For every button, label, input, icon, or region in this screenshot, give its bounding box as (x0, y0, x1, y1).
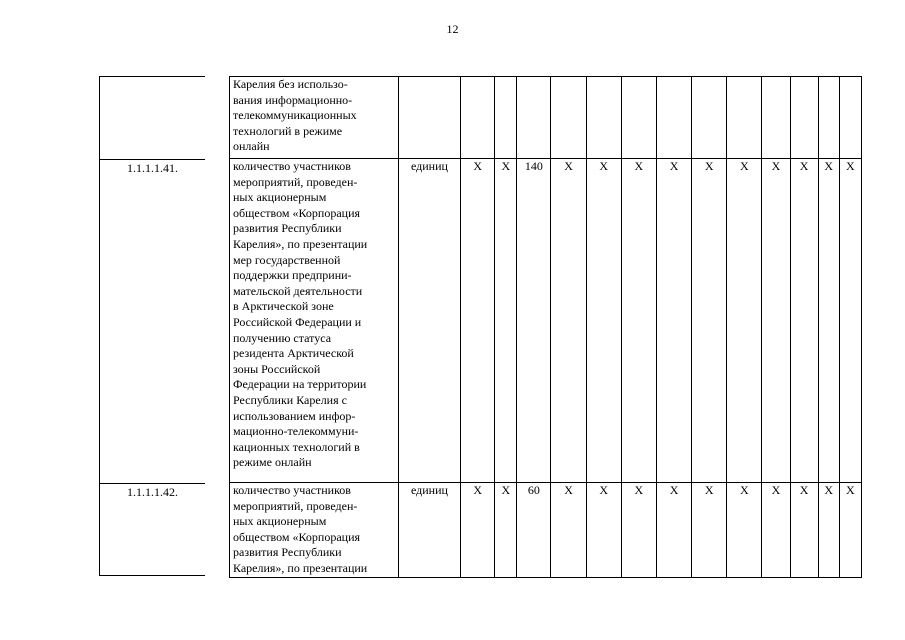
description-line: обществом «Корпорация (233, 529, 361, 544)
description-line: мационно-телекоммуни- (233, 424, 359, 439)
indicator-description-cell (230, 159, 399, 483)
description-line: телекоммуникационных (233, 108, 357, 123)
value-cell (586, 77, 621, 159)
description-line: ных акционерным (233, 190, 327, 205)
row-code-cell: 1.1.1.1.42. (100, 483, 205, 577)
table-row (230, 159, 862, 483)
value-cell (517, 77, 551, 159)
description-line: Карелия», по презентации (233, 560, 368, 575)
value-cell: Х (790, 159, 818, 483)
description-line: развития Республики (233, 545, 342, 560)
indicator-description-cell (230, 483, 399, 578)
page-number: 12 (446, 22, 459, 36)
description-line: онлайн (233, 139, 270, 154)
value-cell (551, 77, 586, 159)
description-line: поддержки предприни- (233, 268, 352, 283)
value-cell (839, 77, 861, 159)
value-cell: Х (839, 483, 861, 578)
description-line: мероприятий, проведен- (233, 174, 358, 189)
unit-cell (398, 77, 460, 159)
description-line: обществом «Корпорация (233, 205, 361, 220)
unit-cell: единиц (398, 159, 460, 483)
description-line: Карелия без использо- (233, 77, 348, 91)
description-line: получению статуса (233, 330, 332, 345)
description-line: зоны Российской (233, 361, 321, 376)
value-cell: Х (762, 159, 790, 483)
value-cell: Х (839, 159, 861, 483)
value-cell (727, 77, 762, 159)
table-body (230, 77, 862, 578)
value-cell: Х (621, 483, 656, 578)
value-cell: Х (727, 483, 762, 578)
value-cell: Х (656, 483, 691, 578)
value-cell (621, 77, 656, 159)
value-cell (495, 77, 517, 159)
value-cell (790, 77, 818, 159)
description-line: технологий в режиме (233, 123, 343, 138)
row-code-cell (100, 77, 205, 159)
value-cell: Х (495, 159, 517, 483)
table-row (230, 77, 862, 159)
value-cell: Х (621, 159, 656, 483)
description-line: кационных технологий в (233, 439, 360, 454)
value-cell: Х (586, 483, 621, 578)
value-cell (762, 77, 790, 159)
value-cell: 60 (517, 483, 551, 578)
description-line: резидента Арктической (233, 346, 354, 361)
description-line: Российской Федерации и (233, 314, 362, 329)
indicator-table (229, 76, 862, 578)
value-cell: Х (656, 159, 691, 483)
description-line: мательской деятельности (233, 283, 363, 298)
value-cell: Х (551, 483, 586, 578)
value-cell: 140 (517, 159, 551, 483)
row-code-cell: 1.1.1.1.41. (100, 159, 205, 483)
description-line: режиме онлайн (233, 455, 312, 470)
indicator-description-cell (230, 77, 399, 159)
description-line: ных акционерным (233, 514, 327, 529)
code-column (99, 76, 205, 576)
value-cell: Х (495, 483, 517, 578)
value-cell: Х (692, 483, 727, 578)
description-line: Федерации на территории (233, 377, 367, 392)
description-line: в Арктической зоне (233, 299, 334, 314)
value-cell: Х (551, 159, 586, 483)
description-line: количество участников (233, 483, 351, 497)
value-cell (656, 77, 691, 159)
description-line: развития Республики (233, 221, 342, 236)
value-cell: Х (818, 483, 839, 578)
description-line: Карелия», по презентации (233, 236, 368, 251)
value-cell (461, 77, 495, 159)
value-cell (818, 77, 839, 159)
value-cell (692, 77, 727, 159)
value-cell: Х (692, 159, 727, 483)
value-cell: Х (727, 159, 762, 483)
description-line: мероприятий, проведен- (233, 498, 358, 513)
description-line: мер государственной (233, 252, 341, 267)
value-cell: Х (790, 483, 818, 578)
unit-cell: единиц (398, 483, 460, 578)
value-cell: Х (818, 159, 839, 483)
description-line: Республики Карелия с (233, 392, 347, 407)
description-line: количество участников (233, 159, 351, 173)
value-cell: Х (461, 483, 495, 578)
description-line: использованием инфор- (233, 408, 356, 423)
table-row (230, 483, 862, 578)
value-cell: Х (586, 159, 621, 483)
value-cell: Х (762, 483, 790, 578)
description-line: вания информационно- (233, 92, 353, 107)
value-cell: Х (461, 159, 495, 483)
